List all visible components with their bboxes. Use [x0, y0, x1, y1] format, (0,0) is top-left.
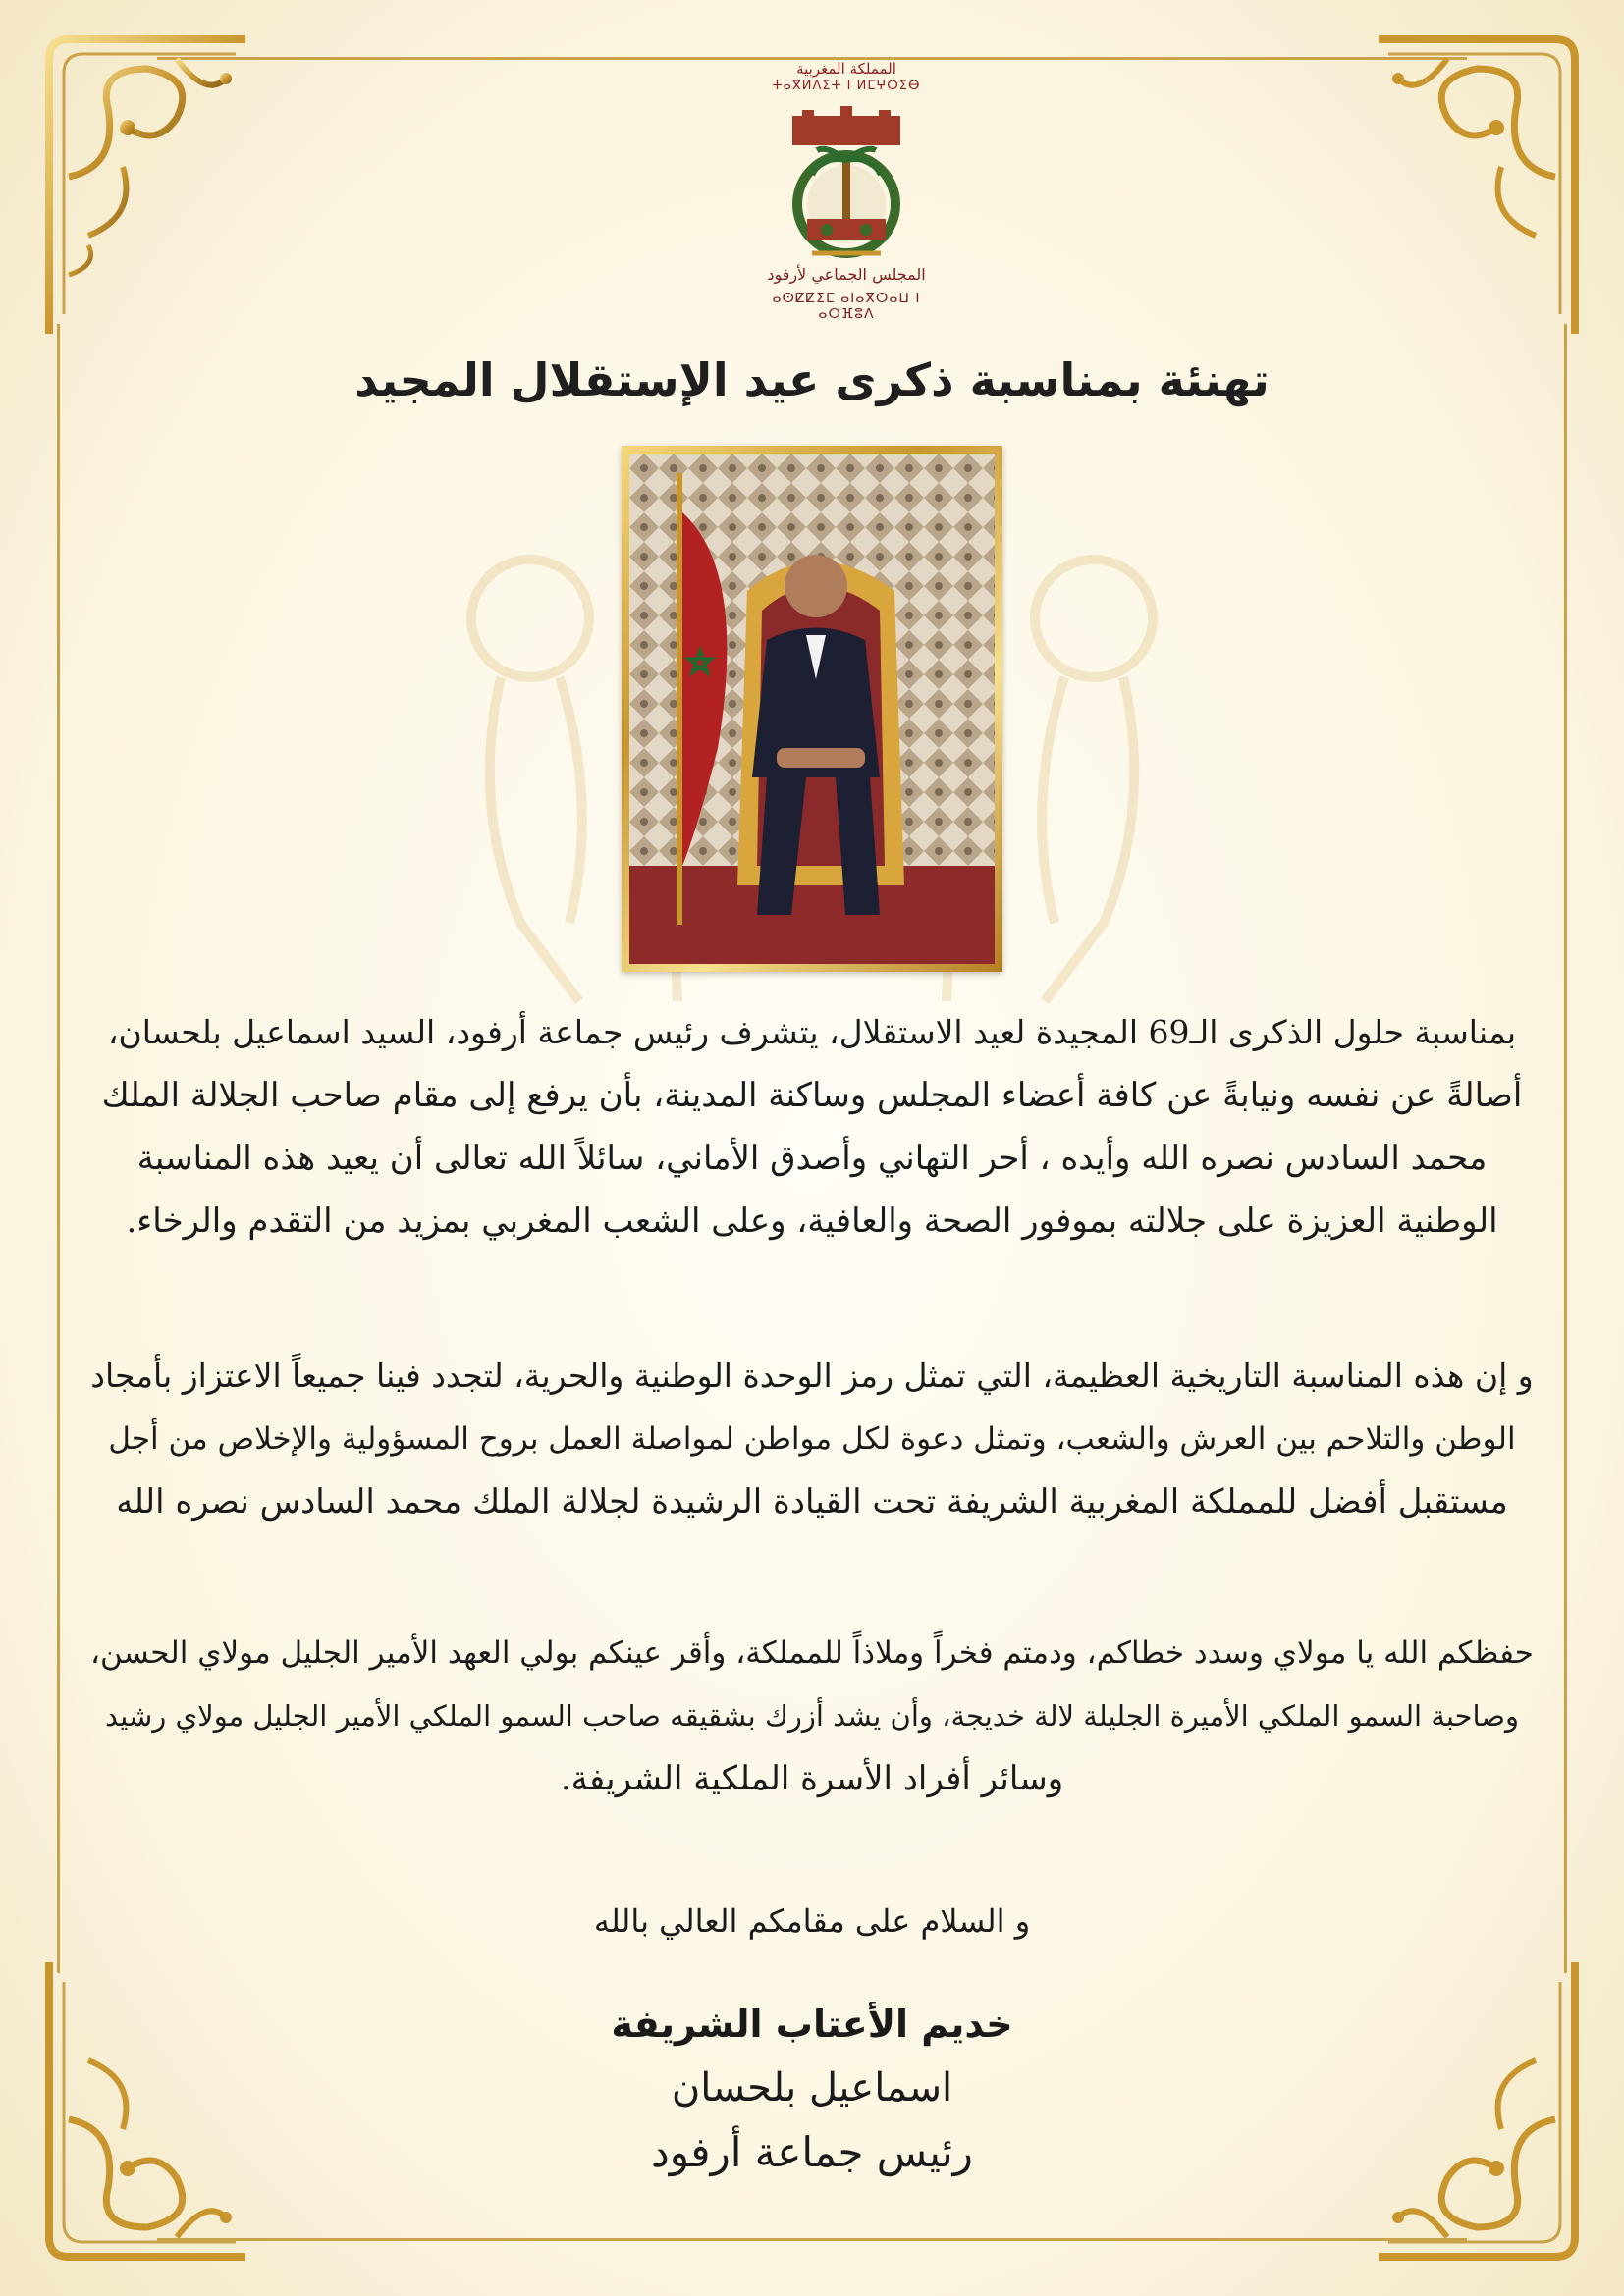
- signature-title: رئيس جماعة أرفود: [651, 2128, 973, 2176]
- closing-salutation: و السلام على مقامكم العالي بالله: [593, 1902, 1031, 1940]
- paragraph-1-line: بمناسبة حلول الذكرى الـ69 المجيدة لعيد الاستقلال، يتشرف رئيس جماعة أرفود، السيد اسماعيل بلحسان،: [107, 1013, 1517, 1051]
- frame-bottom-line: [157, 2238, 1467, 2241]
- ornament-corner-bottom-right: [1369, 1952, 1595, 2276]
- king-portrait-image: [629, 454, 995, 964]
- frame-left-line: [57, 324, 60, 1973]
- emblem-crest-icon: [773, 106, 920, 263]
- paragraph-2-line: مستقبل أفضل للمملكة المغربية الشريفة تحت القيادة الرشيدة لجلالة الملك محمد السادس نصره الله: [116, 1482, 1508, 1522]
- emblem-top-arabic: المملكة المغربية: [796, 60, 896, 78]
- ornament-corner-top-left: [29, 20, 255, 344]
- frame-right-line: [1564, 324, 1567, 1973]
- paragraph-1: [88, 1001, 1536, 1253]
- paragraph-1-line: الوطنية العزيزة على جلالته بموفور الصحة والعافية، وعلى الشعب المغربي بمزيد من التقدم والرخاء.: [126, 1201, 1498, 1241]
- paragraph-3-line: وسائر أفراد الأسرة الملكية الشريفة.: [560, 1759, 1064, 1798]
- signature-honorific: خديم الأعتاب الشريفة: [611, 2002, 1013, 2046]
- paragraph-1-line: محمد السادس نصره الله وأيده ، أحر التهاني وأصدق الأماني، سائلاً الله تعالى أن يعيد هذه المناسبة: [136, 1139, 1488, 1178]
- paragraph-1-line: أصالةً عن نفسه ونيابةً عن كافة أعضاء المجلس وساكنة المدينة، بأن يرفع إلى مقام صاحب الجلالة الملك: [101, 1076, 1523, 1115]
- ornament-corner-top-right: [1369, 20, 1595, 344]
- emblem-bottom-tifinagh: ⴰⵙⵇⵇⵉⵎ ⴰⵏⴰⴳⵔⴰⵡ ⵏ ⴰⵔⴼⵓⴷ: [772, 291, 921, 322]
- paragraph-2: [88, 1345, 1536, 1533]
- page-title: تهنئة بمناسبة ذكرى عيد الإستقلال المجيد: [354, 353, 1270, 406]
- paragraph-3-line: حفظكم الله يا مولاي وسدد خطاكم، ودمتم فخراً وملاذاً للمملكة، وأقر عينكم بولي العهد الأمير الجليل مولاي الحسن،: [90, 1635, 1534, 1671]
- municipal-emblem: [748, 59, 945, 324]
- portrait-frame: [622, 446, 1002, 972]
- paragraph-3: [88, 1622, 1536, 1810]
- ornament-corner-bottom-left: [29, 1952, 255, 2276]
- paragraph-2-line: و إن هذه المناسبة التاريخية العظيمة، التي تمثل رمز الوحدة الوطنية والحرية، لتجدد فينا جميعاً الاعتزاز بأمجاد: [90, 1357, 1534, 1395]
- signature-name: اسماعيل بلحسان: [671, 2065, 953, 2110]
- emblem-bottom-arabic: المجلس الجماعي لأرفود: [767, 265, 926, 284]
- paragraph-2-line: الوطن والتلاحم بين العرش والشعب، وتمثل دعوة لكل مواطن لمواصلة العمل بروح المسؤولية والإخلاص من أجل: [108, 1421, 1516, 1457]
- emblem-top-tifinagh: ⵜⴰⴳⵍⴷⵉⵜ ⵏ ⵍⵎⵖⵔⵉⴱ: [772, 79, 921, 93]
- paragraph-3-line: وصاحبة السمو الملكي الأميرة الجليلة لالة خديجة، وأن يشد أزرك بشقيقه صاحب السمو الملكي الأمير الجليل مولاي رشيد: [104, 1699, 1520, 1733]
